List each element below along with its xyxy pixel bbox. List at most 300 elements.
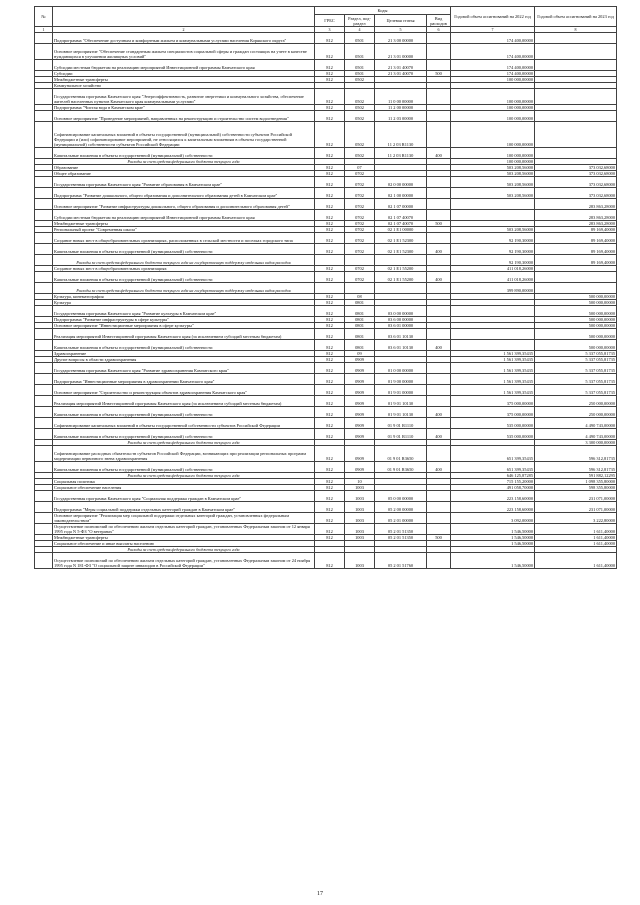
target-article-cell: 21 3 01 40070 xyxy=(375,71,427,77)
target-article-cell: 03 6 01 10130 xyxy=(375,329,427,340)
target-article-cell: 03 6 01 10130 xyxy=(375,340,427,351)
amount-2023-cell: 231 071,00000 xyxy=(535,502,617,513)
row-name-cell: Субсидии местным бюджетам на реализацию мероприятий Инвестиционной программы Камчатского края xyxy=(53,210,315,221)
target-article-cell: 01 9 01 R3650 xyxy=(375,462,427,473)
row-number-cell xyxy=(35,244,53,255)
row-number-cell xyxy=(35,210,53,221)
amount-2022-cell xyxy=(451,306,535,317)
target-article-cell: 05 2 00 00000 xyxy=(375,502,427,513)
expense-type-cell xyxy=(427,446,451,462)
amount-2023-cell: 5 337 055,81735 xyxy=(535,385,617,396)
target-article-cell: 21 3 01 40070 xyxy=(375,60,427,71)
amount-2023-cell: 3 300 000,00000 xyxy=(535,440,617,446)
expense-type-cell xyxy=(427,111,451,122)
row-name-cell: Коммунальное хозяйство xyxy=(53,83,315,89)
target-article-cell: 03 0 00 00000 xyxy=(375,306,427,317)
target-article-cell: 05 2 01 51350 xyxy=(375,535,427,541)
row-name-cell: Софинансирование расходных обязательств субъектов Российской Федерации, возникающих при реализации региональных программ модернизации первичного звена здравоохранения xyxy=(53,446,315,462)
table-row xyxy=(35,524,617,535)
table-row xyxy=(35,418,617,429)
amount-2023-cell: 89 169,40000 xyxy=(535,244,617,255)
amount-2022-cell: 92 190,30000 xyxy=(451,255,535,266)
row-name-cell: Капитальные вложения в объекты государственной (муниципальной) собственности xyxy=(53,407,315,418)
amount-2022-cell: 1 546,50000 xyxy=(451,524,535,535)
grbs-cell: 812 xyxy=(315,329,345,340)
row-number-cell xyxy=(35,513,53,524)
row-name-cell: Подпрограмма "Обеспечение доступным и комфортным жильем и коммунальными услугами населения Корякского округа" xyxy=(53,33,315,44)
row-number-cell xyxy=(35,524,53,535)
table-row xyxy=(35,283,617,294)
row-name-cell: Подпрограмма "Развитие дошкольного, общего образования и дополнительного образования детей в Камчатском крае" xyxy=(53,188,315,199)
target-article-cell: 03 6 00 00000 xyxy=(375,317,427,323)
expense-type-cell xyxy=(427,33,451,44)
target-article-cell: 02 1 07 00000 xyxy=(375,199,427,210)
row-number-cell xyxy=(35,111,53,122)
grbs-cell: 812 xyxy=(315,199,345,210)
expense-type-cell: 400 xyxy=(427,462,451,473)
section-cell: 0702 xyxy=(345,233,375,244)
target-article-cell: 01 9 01 10130 xyxy=(375,396,427,407)
amount-2023-cell xyxy=(535,33,617,44)
row-name-cell: Капитальные вложения в объекты государственной (муниципальной) собственности xyxy=(53,462,315,473)
amount-2023-cell xyxy=(535,60,617,71)
table-row xyxy=(35,446,617,462)
header-number: № xyxy=(35,7,53,27)
row-name-cell: Осуществление полномочий по обеспечению жильем отдельных категорий граждан, установленных Федеральным законом от 24 ноября 1995 года N 181-ФЗ "О социальной защите инвалидов в Российской Федерации" xyxy=(53,553,315,569)
expense-type-cell xyxy=(427,60,451,71)
section-cell: 0702 xyxy=(345,227,375,233)
row-name-cell: Государственная программа Камчатского края "Энергоэффективность, развитие энергетики и коммунального хозяйства, обеспечение жителей населенных пунктов Камчатского края коммунальными услугами" xyxy=(53,89,315,105)
section-cell: 0801 xyxy=(345,317,375,323)
row-number-cell xyxy=(35,385,53,396)
section-cell: 0501 xyxy=(345,44,375,60)
grbs-cell: 812 xyxy=(315,294,345,300)
row-name-cell: Расходы за счет средств федерального бюджета текущего года на государственную поддержку отдельных видов расходов xyxy=(53,255,315,266)
row-name-cell: Подпрограмма "Чистая вода в Камчатском крае" xyxy=(53,105,315,111)
amount-2023-cell: 500 000,00000 xyxy=(535,294,617,300)
target-article-cell: 02 1 00 00000 xyxy=(375,188,427,199)
amount-2022-cell: 503 208,56000 xyxy=(451,171,535,177)
grbs-cell: 812 xyxy=(315,105,345,111)
section-cell xyxy=(345,255,375,266)
header-grbs: ГРБС xyxy=(315,15,345,27)
grbs-cell: 812 xyxy=(315,266,345,272)
amount-2023-cell: 373 032,68000 xyxy=(535,177,617,188)
target-article-cell: 05 2 01 51350 xyxy=(375,524,427,535)
amount-2022-cell: 503 208,56000 xyxy=(451,165,535,171)
table-row xyxy=(35,306,617,317)
amount-2023-cell: 1 611,40000 xyxy=(535,541,617,547)
row-number-cell xyxy=(35,199,53,210)
row-number-cell xyxy=(35,33,53,44)
amount-2022-cell: 92 190,30000 xyxy=(451,244,535,255)
target-article-cell: 11 2 00 00000 xyxy=(375,105,427,111)
row-name-cell: Создание новых мест в общеобразовательных организациях, расположенных в сельской местности и поселках городского типа xyxy=(53,233,315,244)
expense-type-cell: 400 xyxy=(427,148,451,159)
row-number-cell xyxy=(35,429,53,440)
table-row xyxy=(35,188,617,199)
table-row xyxy=(35,513,617,524)
amount-2023-cell: 4 490 743,00000 xyxy=(535,429,617,440)
target-article-cell: 01 0 00 00000 xyxy=(375,363,427,374)
amount-2023-cell: 250 000,00000 xyxy=(535,396,617,407)
page-number: 17 xyxy=(317,891,323,897)
amount-2022-cell: 1 546,50000 xyxy=(451,541,535,547)
section-cell: 0909 xyxy=(345,446,375,462)
row-name-cell: Региональный проект "Современная школа" xyxy=(53,227,315,233)
table-header xyxy=(35,7,617,33)
index-cell: 6 xyxy=(427,27,451,33)
expense-type-cell xyxy=(427,396,451,407)
amount-2022-cell: 503 208,56000 xyxy=(451,177,535,188)
row-name-cell: Другие вопросы в области здравоохранения xyxy=(53,357,315,363)
grbs-cell: 812 xyxy=(315,357,345,363)
section-cell: 1003 xyxy=(345,502,375,513)
table-row xyxy=(35,122,617,148)
amount-2022-cell xyxy=(451,199,535,210)
header-codes: Коды xyxy=(315,7,451,15)
amount-2023-cell: 500 000,00000 xyxy=(535,317,617,323)
row-number-cell xyxy=(35,44,53,60)
table-row xyxy=(35,429,617,440)
section-cell: 0909 xyxy=(345,396,375,407)
amount-2022-cell: 92 190,30000 xyxy=(451,233,535,244)
grbs-cell: 812 xyxy=(315,446,345,462)
section-cell: 0502 xyxy=(345,122,375,148)
row-name-cell: Межбюджетные трансферты xyxy=(53,535,315,541)
grbs-cell: 812 xyxy=(315,210,345,221)
section-cell: 0909 xyxy=(345,385,375,396)
row-number-cell xyxy=(35,502,53,513)
amount-2022-cell: 491 058,70000 xyxy=(451,485,535,491)
section-cell: 09 xyxy=(345,351,375,357)
amount-2023-cell: 1 098 355,80000 xyxy=(535,479,617,485)
section-cell: 07 xyxy=(345,165,375,171)
row-name-cell: Капитальные вложения в объекты государственной (муниципальной) собственности xyxy=(53,148,315,159)
row-name-cell: Реализация мероприятий Инвестиционной программы Камчатского края (за исключением субсидий местным бюджетам) xyxy=(53,329,315,340)
amount-2023-cell: 5 337 055,81735 xyxy=(535,363,617,374)
row-number-cell xyxy=(35,340,53,351)
amount-2023-cell: 500 000,00000 xyxy=(535,340,617,351)
section-cell: 0502 xyxy=(345,89,375,105)
amount-2023-cell: 373 032,68000 xyxy=(535,165,617,171)
amount-2022-cell: 651 399,35435 xyxy=(451,462,535,473)
section-cell: 0702 xyxy=(345,210,375,221)
amount-2023-cell: 283 863,28000 xyxy=(535,199,617,210)
section-cell: 0909 xyxy=(345,407,375,418)
expense-type-cell: 500 xyxy=(427,71,451,77)
row-name-cell: Общее образование xyxy=(53,171,315,177)
amount-2022-cell: 223 158,60000 xyxy=(451,491,535,502)
grbs-cell: 812 xyxy=(315,306,345,317)
expense-type-cell: 400 xyxy=(427,272,451,283)
grbs-cell xyxy=(315,255,345,266)
table-row xyxy=(35,233,617,244)
amount-2022-cell: 100 000,00000 xyxy=(451,122,535,148)
table-row xyxy=(35,33,617,44)
amount-2023-cell: 596 312,81735 xyxy=(535,462,617,473)
grbs-cell: 812 xyxy=(315,513,345,524)
row-number-cell xyxy=(35,446,53,462)
row-name-cell: Социальное обеспечение населения xyxy=(53,485,315,491)
target-article-cell: 02 1 07 40070 xyxy=(375,210,427,221)
grbs-cell: 812 xyxy=(315,429,345,440)
table-row xyxy=(35,111,617,122)
amount-2022-cell: 503 208,56000 xyxy=(451,227,535,233)
amount-2023-cell: 4 490 743,00000 xyxy=(535,418,617,429)
grbs-cell: 812 xyxy=(315,171,345,177)
row-number-cell xyxy=(35,148,53,159)
amount-2022-cell: 100 000,00000 xyxy=(451,111,535,122)
amount-2023-cell: 89 169,40000 xyxy=(535,233,617,244)
amount-2023-cell: 283 863,28000 xyxy=(535,210,617,221)
section-cell: 0702 xyxy=(345,221,375,227)
amount-2023-cell: 5 337 055,81735 xyxy=(535,357,617,363)
table-row xyxy=(35,44,617,60)
section-cell: 0702 xyxy=(345,171,375,177)
grbs-cell: 812 xyxy=(315,221,345,227)
grbs-cell: 812 xyxy=(315,491,345,502)
row-number-cell xyxy=(35,462,53,473)
row-name-cell: Расходы за счет средств федерального бюджета текущего года xyxy=(53,547,315,553)
target-article-cell: 01 9 01 R1110 xyxy=(375,418,427,429)
header-vr: Вид расходов xyxy=(427,15,451,27)
table-row xyxy=(35,374,617,385)
target-article-cell: 03 6 01 00000 xyxy=(375,323,427,329)
grbs-cell: 812 xyxy=(315,111,345,122)
amount-2022-cell: 503 208,56000 xyxy=(451,188,535,199)
expense-type-cell xyxy=(427,418,451,429)
target-article-cell: 02 1 E1 00000 xyxy=(375,227,427,233)
table-row xyxy=(35,89,617,105)
row-number-cell xyxy=(35,60,53,71)
expense-type-cell xyxy=(427,363,451,374)
amount-2023-cell: 3 222,80000 xyxy=(535,513,617,524)
grbs-cell: 812 xyxy=(315,363,345,374)
grbs-cell: 812 xyxy=(315,60,345,71)
target-article-cell: 21 3 01 00000 xyxy=(375,44,427,60)
row-number-cell xyxy=(35,283,53,294)
row-name-cell: Расходы за счет средств федерального бюджета текущего года xyxy=(53,159,315,165)
row-number-cell xyxy=(35,188,53,199)
expense-type-cell xyxy=(427,374,451,385)
section-cell: 0909 xyxy=(345,429,375,440)
row-name-cell: Капитальные вложения в объекты государственной (муниципальной) собственности xyxy=(53,340,315,351)
expense-type-cell xyxy=(427,553,451,569)
table-row xyxy=(35,396,617,407)
grbs-cell: 812 xyxy=(315,502,345,513)
index-cell: 7 xyxy=(451,27,535,33)
row-number-cell xyxy=(35,177,53,188)
table-row xyxy=(35,462,617,473)
amount-2023-cell xyxy=(535,148,617,159)
section-cell: 10 xyxy=(345,479,375,485)
row-name-cell: Подпрограмма "Инвестиционные мероприятия в здравоохранении Камчатского края" xyxy=(53,374,315,385)
grbs-cell: 812 xyxy=(315,340,345,351)
amount-2022-cell: 1 561 399,35435 xyxy=(451,385,535,396)
row-name-cell: Подпрограмма "Меры социальной поддержки отдельных категорий граждан в Камчатском крае" xyxy=(53,502,315,513)
row-name-cell: Субсидии местным бюджетам на реализацию мероприятий Инвестиционной программы Камчатского края xyxy=(53,60,315,71)
amount-2023-cell: 373 032,68000 xyxy=(535,188,617,199)
row-name-cell: Софинансирование капитальных вложений в объекты государственной собственности субъектов Российской Федерации xyxy=(53,418,315,429)
row-name-cell: Основное мероприятие "Строительство и реконструкция объектов здравоохранения Камчатского края" xyxy=(53,385,315,396)
section-cell: 0801 xyxy=(345,329,375,340)
row-number-cell xyxy=(35,491,53,502)
section-cell: 0702 xyxy=(345,188,375,199)
header-razdel: Раздел, под-раздел xyxy=(345,15,375,27)
expense-type-cell: 400 xyxy=(427,429,451,440)
amount-2023-cell: 500 000,00000 xyxy=(535,300,617,306)
amount-2023-cell: 500 000,00000 xyxy=(535,323,617,329)
amount-2023-cell: 1 611,40000 xyxy=(535,524,617,535)
section-cell: 0502 xyxy=(345,111,375,122)
row-number-cell xyxy=(35,306,53,317)
target-article-cell: 01 9 00 00000 xyxy=(375,374,427,385)
table-row xyxy=(35,60,617,71)
row-name-cell: Государственная программа Камчатского края "Развитие культуры в Камчатском крае" xyxy=(53,306,315,317)
table-row xyxy=(35,340,617,351)
grbs-cell: 812 xyxy=(315,485,345,491)
amount-2022-cell: 100 000,00000 xyxy=(451,159,535,165)
section-cell: 0501 xyxy=(345,71,375,77)
row-number-cell xyxy=(35,89,53,105)
table-row xyxy=(35,502,617,513)
section-cell: 1003 xyxy=(345,485,375,491)
table-row xyxy=(35,210,617,221)
index-cell: 5 xyxy=(375,27,427,33)
section-cell: 0502 xyxy=(345,148,375,159)
amount-2022-cell xyxy=(451,340,535,351)
index-cell: 2 xyxy=(53,27,315,33)
row-number-cell xyxy=(35,407,53,418)
amount-2023-cell xyxy=(535,283,617,294)
expense-type-cell xyxy=(427,233,451,244)
row-name-cell: Основное мероприятие "Обеспечение стандартным жильем специалистов социальной сферы и граждан состоящих на учете в качестве нуждающихся в улучшении жилищных условий" xyxy=(53,44,315,60)
section-cell: 0702 xyxy=(345,266,375,272)
expense-type-cell: 500 xyxy=(427,535,451,541)
expense-type-cell xyxy=(427,329,451,340)
target-article-cell: 02 1 E1 52300 xyxy=(375,233,427,244)
grbs-cell: 812 xyxy=(315,535,345,541)
header-name xyxy=(53,7,315,27)
grbs-cell: 812 xyxy=(315,165,345,171)
table-row xyxy=(35,553,617,569)
expense-type-cell xyxy=(427,385,451,396)
row-number-cell xyxy=(35,122,53,148)
amount-2023-cell: 1 611,40000 xyxy=(535,553,617,569)
amount-2023-cell: 250 000,00000 xyxy=(535,407,617,418)
row-name-cell: Создание новых мест в общеобразовательных организациях xyxy=(53,266,315,272)
amount-2023-cell: 598 355,80000 xyxy=(535,485,617,491)
row-number-cell xyxy=(35,396,53,407)
amount-2023-cell: 500 000,00000 xyxy=(535,329,617,340)
table-row xyxy=(35,385,617,396)
section-cell xyxy=(345,283,375,294)
amount-2022-cell: 174 400,00000 xyxy=(451,60,535,71)
target-article-cell xyxy=(375,255,427,266)
row-name-cell: Социальное обеспечение и иные выплаты населению xyxy=(53,541,315,547)
amount-2022-cell: 411 018,26000 xyxy=(451,266,535,272)
grbs-cell: 812 xyxy=(315,300,345,306)
amount-2023-cell: 591 882,12295 xyxy=(535,473,617,479)
index-cell: 3 xyxy=(315,27,345,33)
row-number-cell xyxy=(35,363,53,374)
amount-2023-cell xyxy=(535,272,617,283)
amount-2023-cell: 5 337 055,81735 xyxy=(535,351,617,357)
amount-2022-cell: 100 000,00000 xyxy=(451,105,535,111)
section-cell: 0909 xyxy=(345,363,375,374)
target-article-cell: 05 2 01 00000 xyxy=(375,513,427,524)
amount-2023-cell: 283 863,28000 xyxy=(535,221,617,227)
row-name-cell: Государственная программа Камчатского края "Социальная поддержка граждан в Камчатском крае" xyxy=(53,491,315,502)
target-article-cell: 02 0 00 00000 xyxy=(375,177,427,188)
amount-2022-cell: 223 158,60000 xyxy=(451,502,535,513)
row-name-cell: Культура xyxy=(53,300,315,306)
section-cell: 1003 xyxy=(345,513,375,524)
section-cell: 0502 xyxy=(345,77,375,83)
grbs-cell: 812 xyxy=(315,351,345,357)
row-name-cell: Здравоохранение xyxy=(53,351,315,357)
amount-2022-cell: 375 000,00000 xyxy=(451,396,535,407)
row-number-cell xyxy=(35,329,53,340)
amount-2023-cell: 89 169,40000 xyxy=(535,255,617,266)
grbs-cell: 812 xyxy=(315,227,345,233)
grbs-cell: 812 xyxy=(315,244,345,255)
target-article-cell: 02 1 E1 52300 xyxy=(375,244,427,255)
target-article-cell: 01 9 01 10130 xyxy=(375,407,427,418)
grbs-cell: 812 xyxy=(315,71,345,77)
section-cell: 0702 xyxy=(345,199,375,210)
section-cell: 0909 xyxy=(345,374,375,385)
target-article-cell: 01 9 01 R1110 xyxy=(375,429,427,440)
row-name-cell: Социальная политика xyxy=(53,479,315,485)
row-name-cell: Капитальные вложения в объекты государственной (муниципальной) собственности xyxy=(53,244,315,255)
expense-type-cell xyxy=(427,524,451,535)
expense-type-cell xyxy=(427,122,451,148)
amount-2023-cell: 1 611,40000 xyxy=(535,535,617,541)
amount-2022-cell: 1 546,50000 xyxy=(451,535,535,541)
amount-2022-cell: 411 018,26000 xyxy=(451,272,535,283)
target-article-cell: 05 2 01 51760 xyxy=(375,553,427,569)
table-row xyxy=(35,491,617,502)
row-name-cell: Субсидии xyxy=(53,71,315,77)
amount-2023-cell: 231 071,00000 xyxy=(535,491,617,502)
amount-2022-cell: 174 400,00000 xyxy=(451,71,535,77)
amount-2022-cell: 535 000,00000 xyxy=(451,418,535,429)
expense-type-cell xyxy=(427,283,451,294)
section-cell: 0801 xyxy=(345,323,375,329)
grbs-cell: 812 xyxy=(315,89,345,105)
index-cell: 1 xyxy=(35,27,53,33)
grbs-cell: 812 xyxy=(315,553,345,569)
header-2022: Годовой объем ассигнований на 2022 год xyxy=(451,7,535,27)
row-name-cell: Основное мероприятие "Реализация мер социальной поддержки отдельных категорий граждан, установленных федеральным законодательством" xyxy=(53,513,315,524)
section-cell: 08 xyxy=(345,294,375,300)
target-article-cell: 11 0 00 00000 xyxy=(375,89,427,105)
grbs-cell: 812 xyxy=(315,44,345,60)
grbs-cell: 812 xyxy=(315,374,345,385)
target-article-cell: 01 9 01 00000 xyxy=(375,385,427,396)
row-name-cell: Расходы за счет средств федерального бюджета текущего года xyxy=(53,473,315,479)
amount-2023-cell xyxy=(535,44,617,60)
row-name-cell: Межбюджетные трансферты xyxy=(53,221,315,227)
table-row xyxy=(35,266,617,272)
expense-type-cell xyxy=(427,255,451,266)
amount-2023-cell: 5 337 055,81735 xyxy=(535,374,617,385)
table-row xyxy=(35,199,617,210)
amount-2023-cell xyxy=(535,111,617,122)
amount-2022-cell: 1 561 399,35435 xyxy=(451,351,535,357)
